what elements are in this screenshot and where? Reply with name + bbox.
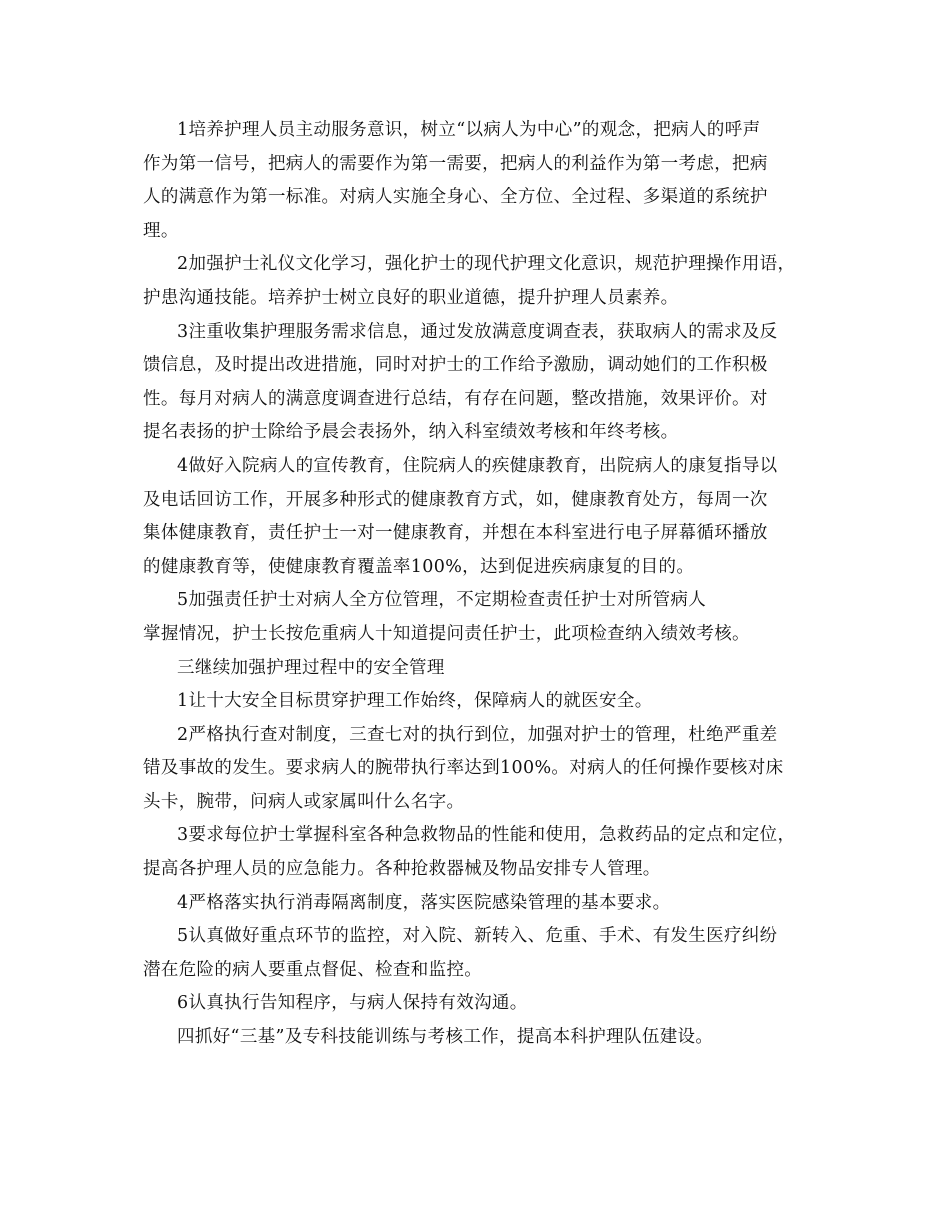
paragraph-11 [143,920,823,987]
text-line: 潜在危险的病人要重点督促、检查和监控。 [143,959,483,980]
text-line: 及电话回访工作，开展多种形式的健康教育方式，如，健康教育处方，每周一次 [143,489,768,510]
paragraph-3 [143,316,823,450]
text-line: 1让十大安全目标贯穿护理工作始终，保障病人的就医安全。 [177,691,653,712]
section-heading-4 [143,1021,823,1055]
text-line: 4做好入院病人的宣传教育，住院病人的疾健康教育，出院病人的康复指导以 [177,455,778,476]
paragraph-9 [143,819,823,886]
text-line: 头卡，腕带，问病人或家属叫什么名字。 [143,791,465,812]
text-line: 1培养护理人员主动服务意识，树立“以病人为中心”的观念，把病人的呼声 [177,120,761,140]
paragraph-12 [143,987,823,1021]
section-heading: 三继续加强护理过程中的安全管理 [177,657,445,678]
paragraph-4 [143,450,823,584]
text-line: 提高各护理人员的应急能力。各种抢救器械及物品安排专人管理。 [143,859,661,880]
text-line: 提名表扬的护士除给予晨会表扬外，纳入科室绩效考核和年终考核。 [143,422,679,443]
text-line: 2严格执行查对制度，三查七对的执行到位，加强对护士的管理，杜绝严重差 [177,724,778,745]
paragraph-2 [143,248,823,315]
text-line: 性。每月对病人的满意度调查进行总结，有存在问题，整改措施，效果评价。对 [143,388,768,409]
section-heading: 四抓好“三基”及专科技能训练与考核工作，提高本科护理队伍建设。 [177,1027,714,1048]
paragraph-7 [143,685,823,719]
text-line: 3要求每位护士掌握科室各种急救物品的性能和使用，急救药品的定点和定位， [177,825,796,846]
document-body [143,114,823,1055]
paragraph-8 [143,719,823,820]
text-line: 人的满意作为第一标准。对病人实施全身心、全方位、全过程、多渠道的系统护 [143,187,768,208]
text-line: 作为第一信号，把病人的需要作为第一需要，把病人的利益作为第一考虑，把病 [143,153,768,174]
paragraph-1 [143,114,823,248]
text-line: 护患沟通技能。培养护士树立良好的职业道德，提升护理人员素养。 [143,287,679,308]
text-line: 3注重收集护理服务需求信息，通过发放满意度调查表，获取病人的需求及反 [177,321,778,342]
text-line: 5加强责任护士对病人全方位管理，不定期检查责任护士对所管病人 [177,590,707,611]
text-line: 集体健康教育，责任护士一对一健康教育，并想在本科室进行电子屏幕循环播放 [143,523,768,544]
text-line: 错及事故的发生。要求病人的腕带执行率达到100%。对病人的任何操作要核对床 [143,758,784,779]
paragraph-10 [143,887,823,921]
text-line: 掌握情况，护士长按危重病人十知道提问责任护士，此项检查纳入绩效考核。 [143,623,750,644]
text-line: 理。 [143,220,179,241]
text-line: 4严格落实执行消毒隔离制度，落实医院感染管理的基本要求。 [177,892,671,913]
paragraph-5 [143,584,823,651]
text-line: 的健康教育等，使健康教育覆盖率100%，达到促进疾病康复的目的。 [143,556,695,577]
text-line: 2加强护士礼仪文化学习，强化护士的现代护理文化意识，规范护理操作用语， [177,254,796,275]
text-line: 5认真做好重点环节的监控，对入院、新转入、危重、手术、有发生医疗纠纷 [177,926,778,947]
text-line: 6认真执行告知程序，与病人保持有效沟通。 [177,993,528,1014]
section-heading-3 [143,652,823,686]
text-line: 馈信息，及时提出改进措施，同时对护士的工作给予激励，调动她们的工作积极 [143,355,768,376]
